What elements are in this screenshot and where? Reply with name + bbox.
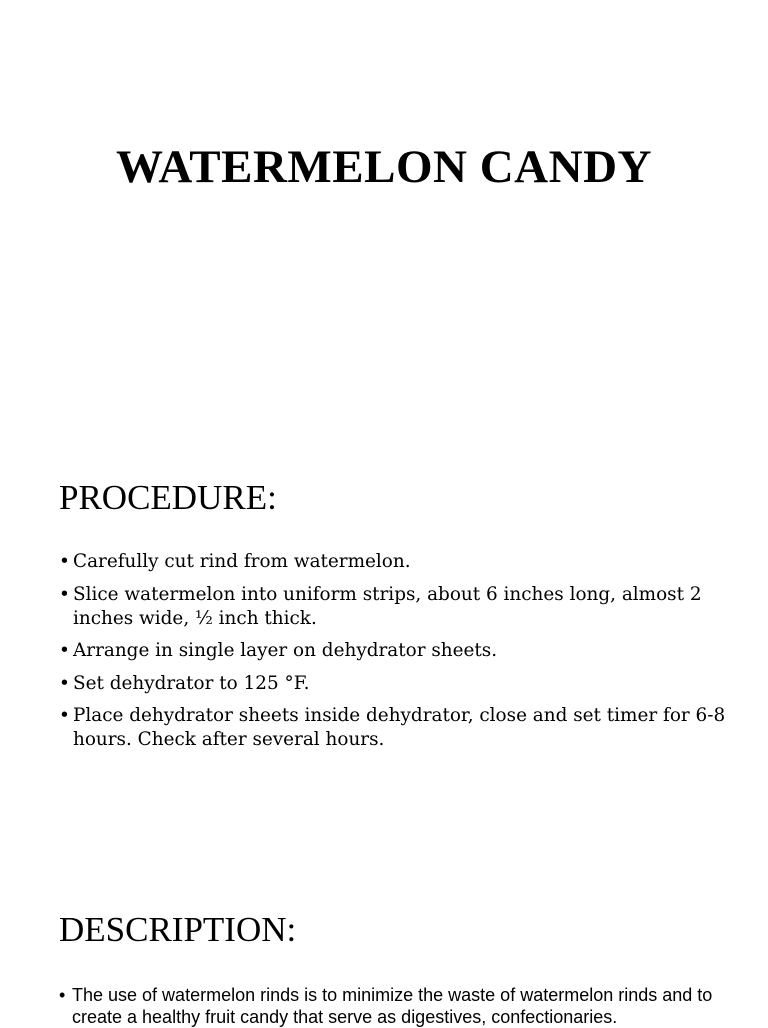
list-item bbox=[59, 704, 759, 752]
list-item bbox=[59, 672, 759, 696]
procedure-step-text: Carefully cut rind from watermelon. bbox=[73, 551, 411, 572]
list-item bbox=[59, 639, 759, 663]
bullet-icon: • bbox=[59, 583, 70, 605]
description-text: The use of watermelon rinds is to minimize the waste of watermelon rinds and to create a healthy fruit candy that serve as digestives, confectionaries. bbox=[72, 985, 713, 1027]
list-item bbox=[59, 550, 759, 574]
bullet-icon: • bbox=[59, 672, 70, 694]
page-title: WATERMELON CANDY bbox=[116, 141, 652, 194]
procedure-step-text: Slice watermelon into uniform strips, about 6 inches long, almost 2 inches wide, ½ inch thick. bbox=[73, 583, 702, 629]
procedure-list bbox=[59, 550, 759, 761]
list-item bbox=[59, 984, 759, 1028]
description-list bbox=[59, 984, 759, 1028]
description-heading: DESCRIPTION: bbox=[59, 910, 297, 949]
procedure-step-text: Set dehydrator to 125 °F. bbox=[73, 672, 310, 694]
bullet-icon: • bbox=[59, 640, 70, 661]
procedure-step-text: Place dehydrator sheets inside dehydrator, close and set timer for 6-8 hours. Check after several hours. bbox=[73, 705, 726, 750]
bullet-icon: • bbox=[59, 551, 70, 572]
procedure-heading: PROCEDURE: bbox=[59, 478, 277, 517]
bullet-icon: • bbox=[59, 985, 66, 1005]
list-item bbox=[59, 583, 759, 631]
procedure-step-text: Arrange in single layer on dehydrator sheets. bbox=[73, 640, 498, 661]
bullet-icon: • bbox=[59, 705, 70, 726]
